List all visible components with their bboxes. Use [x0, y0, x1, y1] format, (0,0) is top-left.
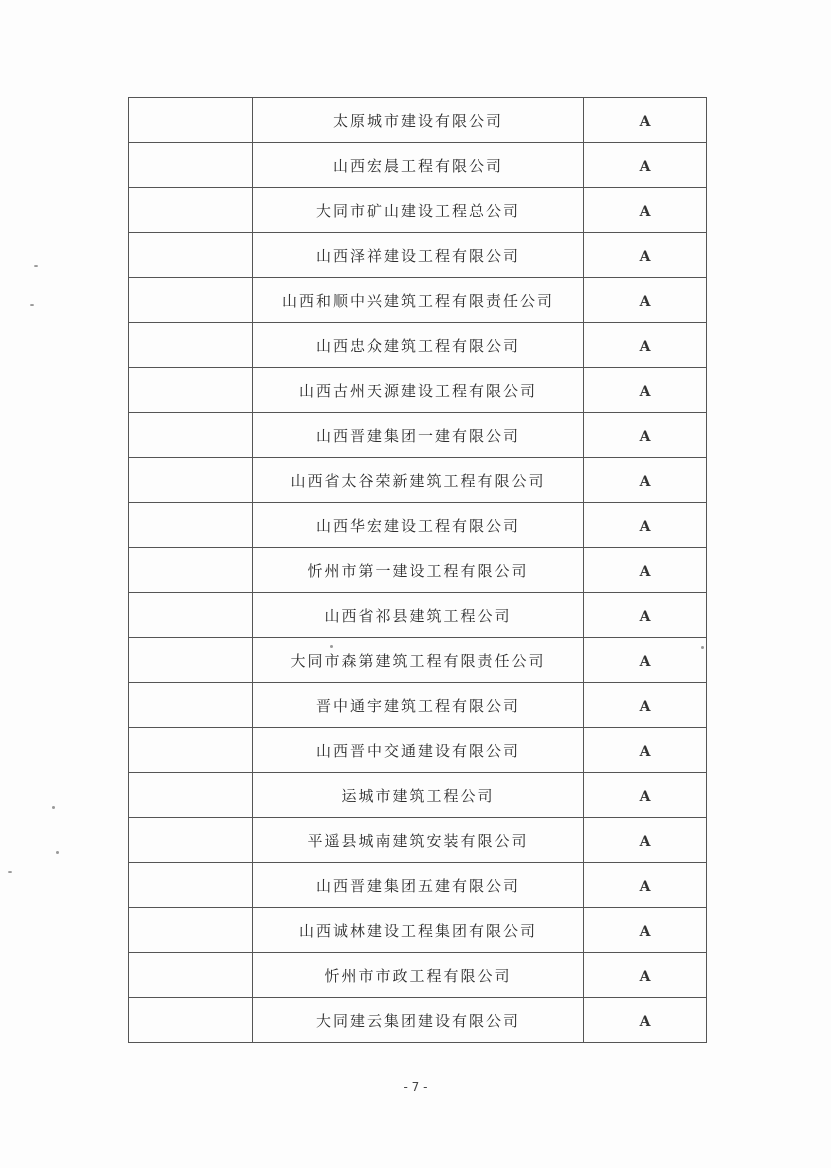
company-name-cell	[253, 458, 584, 503]
company-name-cell	[253, 188, 584, 233]
row-index-cell	[129, 863, 253, 908]
table-row	[129, 953, 707, 998]
table-row	[129, 818, 707, 863]
company-name: 山西忠众建筑工程有限公司	[315, 336, 520, 355]
row-index-cell	[129, 998, 253, 1043]
company-name: 太原城市建设有限公司	[332, 111, 503, 130]
company-name: 山西诚林建设工程集团有限公司	[298, 921, 537, 940]
grade-cell	[584, 323, 707, 368]
grade-cell	[584, 683, 707, 728]
scan-speck	[34, 265, 38, 267]
credit-grade: A	[639, 968, 651, 985]
company-name-cell	[253, 233, 584, 278]
credit-grade: A	[639, 248, 651, 265]
company-name-cell	[253, 638, 584, 683]
credit-grade: A	[639, 563, 651, 580]
table-row	[129, 323, 707, 368]
grade-cell	[584, 368, 707, 413]
credit-grade: A	[639, 698, 651, 715]
grade-cell	[584, 773, 707, 818]
company-name: 山西省太谷荣新建筑工程有限公司	[290, 471, 546, 490]
credit-grade: A	[639, 923, 651, 940]
row-index-cell	[129, 278, 253, 323]
row-index-cell	[129, 548, 253, 593]
row-index-cell	[129, 593, 253, 638]
company-name: 晋中通宇建筑工程有限公司	[315, 696, 520, 715]
company-name: 山西省祁县建筑工程公司	[324, 606, 512, 625]
table-row	[129, 773, 707, 818]
company-name-cell	[253, 593, 584, 638]
page-number: - 7 -	[403, 1080, 428, 1094]
company-name: 大同市矿山建设工程总公司	[315, 201, 520, 220]
table-row	[129, 638, 707, 683]
credit-grade: A	[639, 338, 651, 355]
row-index-cell	[129, 638, 253, 683]
company-name: 运城市建筑工程公司	[341, 786, 495, 805]
grade-cell	[584, 98, 707, 143]
grade-cell	[584, 638, 707, 683]
grade-cell	[584, 908, 707, 953]
scan-speck	[330, 645, 333, 648]
grade-cell	[584, 458, 707, 503]
scan-speck	[8, 871, 12, 873]
table-row	[129, 683, 707, 728]
row-index-cell	[129, 413, 253, 458]
table-row	[129, 458, 707, 503]
company-name: 山西宏晨工程有限公司	[332, 156, 503, 175]
row-index-cell	[129, 458, 253, 503]
table-body	[129, 98, 707, 1043]
scan-speck	[56, 851, 59, 854]
credit-grade: A	[639, 383, 651, 400]
scan-speck	[701, 646, 704, 649]
company-name-cell	[253, 908, 584, 953]
company-name-cell	[253, 368, 584, 413]
company-name: 大同市森第建筑工程有限责任公司	[290, 651, 546, 670]
row-index-cell	[129, 728, 253, 773]
company-name: 山西晋建集团五建有限公司	[315, 876, 520, 895]
company-name-cell	[253, 953, 584, 998]
company-name: 山西华宏建设工程有限公司	[315, 516, 520, 535]
table-row	[129, 278, 707, 323]
grade-cell	[584, 548, 707, 593]
row-index-cell	[129, 503, 253, 548]
company-name-cell	[253, 773, 584, 818]
grade-cell	[584, 953, 707, 998]
company-name-cell	[253, 728, 584, 773]
company-name-cell	[253, 998, 584, 1043]
table-row	[129, 143, 707, 188]
company-name-cell	[253, 863, 584, 908]
credit-grade: A	[639, 428, 651, 445]
table-row	[129, 593, 707, 638]
company-name: 山西晋建集团一建有限公司	[315, 426, 520, 445]
grade-cell	[584, 413, 707, 458]
grade-cell	[584, 143, 707, 188]
row-index-cell	[129, 908, 253, 953]
table-row	[129, 503, 707, 548]
grade-cell	[584, 233, 707, 278]
credit-grade: A	[639, 518, 651, 535]
table-row	[129, 98, 707, 143]
company-name: 山西古州天源建设工程有限公司	[298, 381, 537, 400]
credit-grade: A	[639, 158, 651, 175]
table-row	[129, 908, 707, 953]
company-name: 山西泽祥建设工程有限公司	[315, 246, 520, 265]
grade-cell	[584, 728, 707, 773]
table-row	[129, 998, 707, 1043]
credit-grade: A	[639, 788, 651, 805]
grade-cell	[584, 998, 707, 1043]
row-index-cell	[129, 368, 253, 413]
table-row	[129, 548, 707, 593]
row-index-cell	[129, 683, 253, 728]
table-row	[129, 233, 707, 278]
grade-cell	[584, 503, 707, 548]
company-name: 大同建云集团建设有限公司	[315, 1011, 520, 1030]
credit-grade: A	[639, 293, 651, 310]
company-name-cell	[253, 503, 584, 548]
grade-cell	[584, 188, 707, 233]
credit-grade: A	[639, 113, 651, 130]
row-index-cell	[129, 953, 253, 998]
company-rating-table	[128, 97, 707, 1043]
grade-cell	[584, 278, 707, 323]
company-name: 忻州市市政工程有限公司	[324, 966, 512, 985]
row-index-cell	[129, 818, 253, 863]
company-name-cell	[253, 818, 584, 863]
scan-speck	[52, 806, 55, 809]
table-row	[129, 863, 707, 908]
company-name: 平遥县城南建筑安装有限公司	[307, 831, 529, 850]
credit-grade: A	[639, 203, 651, 220]
company-name: 山西晋中交通建设有限公司	[315, 741, 520, 760]
table-row	[129, 728, 707, 773]
credit-grade: A	[639, 743, 651, 760]
company-name: 忻州市第一建设工程有限公司	[307, 561, 529, 580]
company-name-cell	[253, 548, 584, 593]
table-row	[129, 188, 707, 233]
credit-grade: A	[639, 473, 651, 490]
scan-speck	[30, 304, 34, 306]
row-index-cell	[129, 323, 253, 368]
table-row	[129, 413, 707, 458]
company-name-cell	[253, 413, 584, 458]
company-name-cell	[253, 683, 584, 728]
company-name-cell	[253, 323, 584, 368]
credit-grade: A	[639, 608, 651, 625]
company-name: 山西和顺中兴建筑工程有限责任公司	[281, 291, 554, 310]
grade-cell	[584, 593, 707, 638]
row-index-cell	[129, 773, 253, 818]
company-name-cell	[253, 278, 584, 323]
row-index-cell	[129, 143, 253, 188]
credit-grade: A	[639, 833, 651, 850]
row-index-cell	[129, 233, 253, 278]
row-index-cell	[129, 188, 253, 233]
table-row	[129, 368, 707, 413]
credit-grade: A	[639, 653, 651, 670]
grade-cell	[584, 818, 707, 863]
company-name-cell	[253, 98, 584, 143]
company-name-cell	[253, 143, 584, 188]
grade-cell	[584, 863, 707, 908]
credit-grade: A	[639, 1013, 651, 1030]
row-index-cell	[129, 98, 253, 143]
credit-grade: A	[639, 878, 651, 895]
